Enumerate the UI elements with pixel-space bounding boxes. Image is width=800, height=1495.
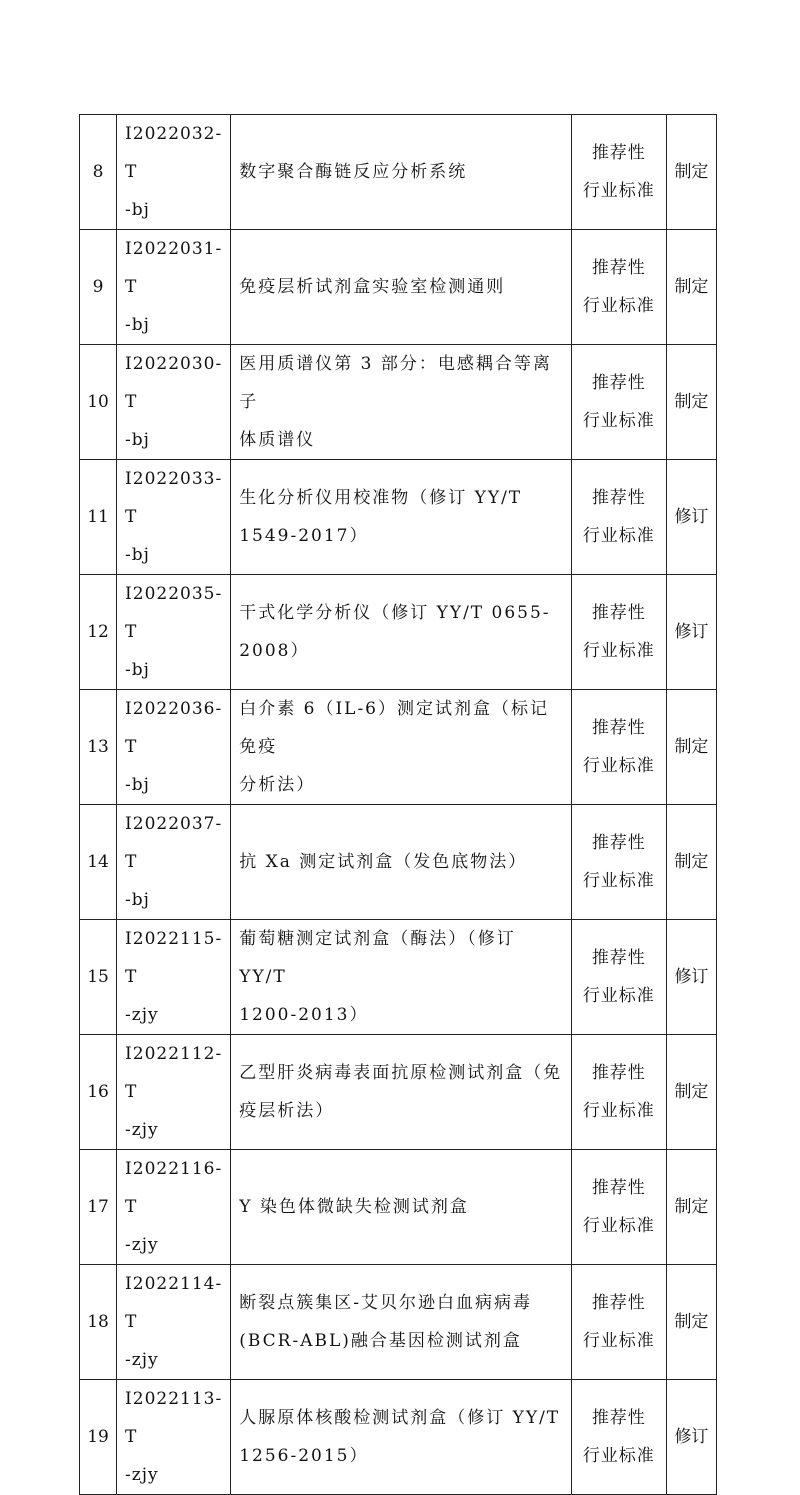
table-row <box>80 920 717 1035</box>
standard-type <box>571 115 666 230</box>
row-number <box>80 460 117 575</box>
cell-num: 14 <box>87 852 109 872</box>
standard-action <box>666 345 716 460</box>
standard-name-line-1: 免疫层析试剂盒实验室检测通则 <box>239 277 506 297</box>
standard-type-line-2: 行业标准 <box>582 1331 655 1351</box>
standard-type-line-1: 推荐性 <box>591 718 646 738</box>
project-code-line-2: -zjy <box>125 1120 159 1140</box>
row-number <box>80 920 117 1035</box>
standard-type-line-2: 行业标准 <box>582 1101 655 1121</box>
project-code <box>117 115 231 230</box>
cell-action: 制定 <box>674 737 709 757</box>
standard-name <box>231 920 572 1035</box>
project-code-line-1: I2022116-T <box>125 1159 223 1217</box>
project-code <box>117 1035 231 1150</box>
project-code <box>117 345 231 460</box>
standard-type <box>571 575 666 690</box>
standard-name-line-1: 葡萄糖测定试剂盒（酶法）（修订 YY/T <box>239 929 516 987</box>
cell-num: 13 <box>87 737 109 757</box>
cell-action: 制定 <box>674 1197 709 1217</box>
standard-name-line-1: 抗 Xa 测定试剂盒（发色底物法） <box>239 852 528 872</box>
row-number <box>80 575 117 690</box>
project-code-line-1: I2022035-T <box>125 584 223 642</box>
cell-num: 18 <box>87 1312 109 1332</box>
standard-type-line-2: 行业标准 <box>582 1216 655 1236</box>
standard-name-line-2: 1549-2017） <box>239 526 369 546</box>
project-code <box>117 230 231 345</box>
standard-name-line-1: 断裂点簇集区-艾贝尔逊白血病病毒 <box>239 1293 532 1313</box>
project-code-line-2: -bj <box>125 315 150 335</box>
project-code <box>117 805 231 920</box>
standard-action <box>666 1150 716 1265</box>
cell-action: 制定 <box>674 1312 709 1332</box>
standard-type-line-2: 行业标准 <box>582 411 655 431</box>
cell-action: 修订 <box>674 622 709 642</box>
project-code-line-1: I2022033-T <box>125 469 223 527</box>
standard-action <box>666 115 716 230</box>
table-row <box>80 1265 717 1380</box>
cell-num: 11 <box>87 507 109 527</box>
cell-num: 15 <box>87 967 109 987</box>
standard-type-line-1: 推荐性 <box>591 258 646 278</box>
project-code-line-1: I2022032-T <box>125 124 223 182</box>
cell-num: 16 <box>87 1082 109 1102</box>
standard-action <box>666 1380 716 1495</box>
project-code <box>117 575 231 690</box>
standard-action <box>666 230 716 345</box>
standard-name-line-2: 分析法） <box>239 775 316 795</box>
project-code-line-2: -zjy <box>125 1005 159 1025</box>
project-code-line-2: -bj <box>125 890 150 910</box>
project-code-line-1: I2022115-T <box>125 929 223 987</box>
standard-type-line-2: 行业标准 <box>582 526 655 546</box>
project-code <box>117 1380 231 1495</box>
row-number <box>80 345 117 460</box>
table-row <box>80 805 717 920</box>
cell-num: 19 <box>87 1427 109 1447</box>
row-number <box>80 115 117 230</box>
standard-name-line-2: 1256-2015） <box>239 1446 369 1466</box>
standards-table-body <box>80 115 717 1495</box>
row-number <box>80 1150 117 1265</box>
standard-type-line-1: 推荐性 <box>591 948 646 968</box>
standard-type <box>571 1035 666 1150</box>
table-row <box>80 345 717 460</box>
standard-name-line-1: 白介素 6（IL-6）测定试剂盒（标记免疫 <box>239 699 550 757</box>
project-code-line-1: I2022036-T <box>125 699 223 757</box>
cell-num: 8 <box>92 162 104 182</box>
project-code-line-2: -bj <box>125 660 150 680</box>
table-row <box>80 1035 717 1150</box>
standard-type-line-1: 推荐性 <box>591 833 646 853</box>
row-number <box>80 230 117 345</box>
standard-action <box>666 1035 716 1150</box>
project-code-line-2: -zjy <box>125 1235 159 1255</box>
standard-type <box>571 1380 666 1495</box>
standard-type <box>571 1150 666 1265</box>
project-code-line-1: I2022113-T <box>125 1389 223 1447</box>
standard-name-line-2: 体质谱仪 <box>239 430 316 450</box>
standard-type-line-2: 行业标准 <box>582 641 655 661</box>
table-row <box>80 230 717 345</box>
row-number <box>80 1265 117 1380</box>
standard-type <box>571 805 666 920</box>
standard-name-line-1: 医用质谱仪第 3 部分：电感耦合等离子 <box>239 354 552 412</box>
standard-action <box>666 690 716 805</box>
standard-name-line-1: Y 染色体微缺失检测试剂盒 <box>239 1197 469 1217</box>
cell-action: 制定 <box>674 277 709 297</box>
standard-name-line-2: 1200-2013） <box>239 1005 369 1025</box>
cell-num: 12 <box>87 622 109 642</box>
project-code-line-1: I2022031-T <box>125 239 223 297</box>
standard-name <box>231 1380 572 1495</box>
cell-action: 制定 <box>674 392 709 412</box>
project-code-line-1: I2022030-T <box>125 354 223 412</box>
standard-type-line-1: 推荐性 <box>591 1063 646 1083</box>
standard-type-line-2: 行业标准 <box>582 871 655 891</box>
cell-num: 17 <box>87 1197 109 1217</box>
standard-type-line-1: 推荐性 <box>591 1178 646 1198</box>
row-number <box>80 1380 117 1495</box>
project-code <box>117 920 231 1035</box>
project-code-line-2: -zjy <box>125 1350 159 1370</box>
standard-type <box>571 690 666 805</box>
standard-type-line-2: 行业标准 <box>582 181 655 201</box>
standard-name-line-1: 数字聚合酶链反应分析系统 <box>239 162 468 182</box>
standard-action <box>666 920 716 1035</box>
standard-action <box>666 805 716 920</box>
standard-name-line-2: (BCR-ABL)融合基因检测试剂盒 <box>239 1331 522 1351</box>
standard-name-line-1: 干式化学分析仪（修订 YY/T 0655-2008） <box>239 603 551 661</box>
project-code <box>117 1150 231 1265</box>
table-row <box>80 575 717 690</box>
standard-type-line-2: 行业标准 <box>582 756 655 776</box>
standard-type <box>571 460 666 575</box>
project-code <box>117 460 231 575</box>
standard-name <box>231 230 572 345</box>
project-code-line-2: -bj <box>125 200 150 220</box>
standard-name <box>231 115 572 230</box>
standard-name <box>231 1265 572 1380</box>
standard-name-line-1: 人脲原体核酸检测试剂盒（修订 YY/T <box>239 1408 561 1428</box>
table-row <box>80 115 717 230</box>
project-code-line-2: -bj <box>125 430 150 450</box>
standard-name <box>231 575 572 690</box>
standard-name <box>231 460 572 575</box>
cell-action: 制定 <box>674 852 709 872</box>
cell-action: 制定 <box>674 1082 709 1102</box>
cell-num: 9 <box>92 277 104 297</box>
standard-name <box>231 1035 572 1150</box>
standard-type-line-1: 推荐性 <box>591 1293 646 1313</box>
table-row <box>80 1150 717 1265</box>
row-number <box>80 805 117 920</box>
project-code-line-2: -zjy <box>125 1465 159 1485</box>
project-code-line-2: -bj <box>125 545 150 565</box>
cell-action: 修订 <box>674 1427 709 1447</box>
cell-action: 修订 <box>674 507 709 527</box>
standard-name-line-2: 疫层析法） <box>239 1101 335 1121</box>
row-number <box>80 1035 117 1150</box>
standard-name <box>231 690 572 805</box>
project-code-line-1: I2022112-T <box>125 1044 223 1102</box>
standards-table <box>79 114 717 1495</box>
standard-type-line-2: 行业标准 <box>582 296 655 316</box>
project-code-line-2: -bj <box>125 775 150 795</box>
standard-name <box>231 805 572 920</box>
cell-action: 修订 <box>674 967 709 987</box>
project-code <box>117 690 231 805</box>
standard-type <box>571 345 666 460</box>
standard-type-line-1: 推荐性 <box>591 373 646 393</box>
standard-name <box>231 1150 572 1265</box>
standard-type <box>571 1265 666 1380</box>
standard-type-line-1: 推荐性 <box>591 603 646 623</box>
standard-type-line-2: 行业标准 <box>582 986 655 1006</box>
standard-type-line-1: 推荐性 <box>591 488 646 508</box>
project-code-line-1: I2022037-T <box>125 814 223 872</box>
table-row <box>80 460 717 575</box>
standard-type <box>571 230 666 345</box>
standard-action <box>666 575 716 690</box>
standard-type-line-1: 推荐性 <box>591 1408 646 1428</box>
row-number <box>80 690 117 805</box>
standard-type-line-2: 行业标准 <box>582 1446 655 1466</box>
standard-name <box>231 345 572 460</box>
project-code <box>117 1265 231 1380</box>
table-row <box>80 1380 717 1495</box>
table-row <box>80 690 717 805</box>
standard-type-line-1: 推荐性 <box>591 143 646 163</box>
cell-action: 制定 <box>674 162 709 182</box>
standard-action <box>666 1265 716 1380</box>
standard-type <box>571 920 666 1035</box>
standard-action <box>666 460 716 575</box>
standard-name-line-1: 生化分析仪用校准物（修订 YY/T <box>239 488 523 508</box>
project-code-line-1: I2022114-T <box>125 1274 223 1332</box>
cell-num: 10 <box>87 392 109 412</box>
standard-name-line-1: 乙型肝炎病毒表面抗原检测试剂盒（免 <box>239 1063 563 1083</box>
